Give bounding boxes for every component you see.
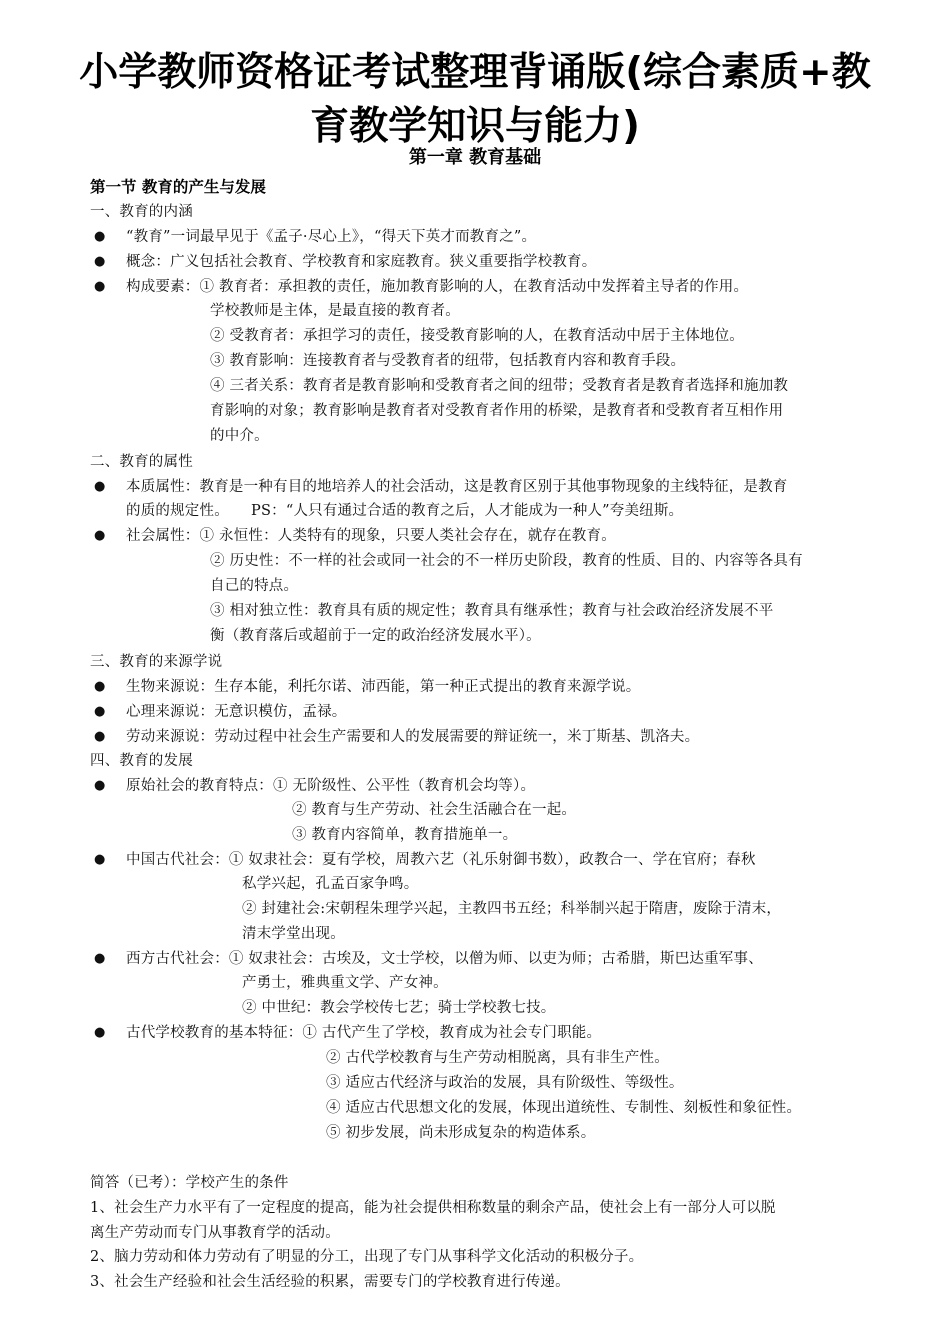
bullet-icon: ● <box>94 778 106 793</box>
list-item: 中国古代社会：① 奴隶社会：夏有学校，周教六艺（礼乐射御书数），政教合一、学在官府；春秋 <box>126 852 756 868</box>
text-line: 清末学堂出现。 <box>242 926 345 942</box>
bullet-icon: ● <box>94 229 106 244</box>
list-item: 原始社会的教育特点：① 无阶级性、公平性（教育机会均等）。 <box>126 778 536 794</box>
bullet-icon: ● <box>94 279 106 294</box>
subsection-heading: 简答（已考）：学校产生的条件 <box>90 1175 289 1191</box>
list-item: 古代学校教育的基本特征：① 古代产生了学校，教育成为社会专门职能。 <box>126 1025 602 1041</box>
list-item: 社会属性：① 永恒性：人类特有的现象，只要人类社会存在，就存在教育。 <box>126 528 616 544</box>
bullet-icon: ● <box>94 528 106 543</box>
bullet-icon: ● <box>94 254 106 269</box>
paragraph-line: 1、社会生产力水平有了一定程度的提高，能为社会提供相称数量的剩余产品，使社会上有一部分人可以脱 <box>90 1200 776 1216</box>
list-item: 本质属性：教育是一种有目的地培养人的社会活动，这是教育区别于其他事物现象的主线特征，是教育 <box>126 479 788 495</box>
paragraph-line: 3、社会生产经验和社会生活经验的积累，需要专门的学校教育进行传递。 <box>90 1274 570 1290</box>
document-title-line-2: 育教学知识与能力) <box>310 104 640 149</box>
text-line: ② 封建社会:宋朝程朱理学兴起，主教四书五经；科举制兴起于隋唐，废除于清末， <box>242 901 782 917</box>
text-line: 离生产劳动而专门从事教育学的活动。 <box>90 1225 340 1241</box>
list-item: 概念：广义包括社会教育、学校教育和家庭教育。狭义重要指学校教育。 <box>126 254 597 270</box>
text-line: ② 受教育者：承担学习的责任，接受教育影响的人，在教育活动中居于主体地位。 <box>210 328 745 344</box>
list-item: 生物来源说：生存本能，利托尔诺、沛西能，第一种正式提出的教育来源学说。 <box>126 679 641 695</box>
text-line: 的质的规定性。 PS：“人只有通过合适的教育之后，人才能成为一种人”夸美纽斯。 <box>126 503 684 519</box>
subsection-heading: 一、教育的内涵 <box>90 204 193 220</box>
list-item: “教育”一词最早见于《孟子·尽心上》，“得天下英才而教育之”。 <box>126 229 537 245</box>
paragraph-line: 2、脑力劳动和体力劳动有了明显的分工，出现了专门从事科学文化活动的积极分子。 <box>90 1249 644 1265</box>
subsection-heading: 二、教育的属性 <box>90 454 193 470</box>
bullet-icon: ● <box>94 852 106 867</box>
text-line: ④ 适应古代思想文化的发展，体现出道统性、专制性、刻板性和象征性。 <box>326 1100 802 1116</box>
bullet-icon: ● <box>94 479 106 494</box>
bullet-icon: ● <box>94 951 106 966</box>
text-line: 育影响的对象；教育影响是教育者对受教育者作用的桥梁，是教育者和受教育者互相作用 <box>210 403 784 419</box>
chapter-heading: 第一章 教育基础 <box>408 147 542 168</box>
subsection-heading: 四、教育的发展 <box>90 753 193 769</box>
bullet-icon: ● <box>94 704 106 719</box>
text-line: ② 历史性：不一样的社会或同一社会的不一样历史阶段，教育的性质、目的、内容等各具有 <box>210 553 803 569</box>
list-item: 构成要素：① 教育者：承担教的责任，施加教育影响的人，在教育活动中发挥着主导者的作用。 <box>126 279 749 295</box>
text-line: 自己的特点。 <box>210 578 299 594</box>
text-line: ⑤ 初步发展，尚未形成复杂的构造体系。 <box>326 1125 596 1141</box>
bullet-icon: ● <box>94 679 106 694</box>
text-line: 产勇士，雅典重文学、产女神。 <box>242 975 448 991</box>
bullet-icon: ● <box>94 729 106 744</box>
text-line: 学校教师是主体，是最直接的教育者。 <box>210 303 460 319</box>
text-line: ② 教育与生产劳动、社会生活融合在一起。 <box>292 802 577 818</box>
text-line: ③ 相对独立性：教育具有质的规定性；教育具有继承性；教育与社会政治经济发展不平 <box>210 603 774 619</box>
text-line: ② 中世纪：教会学校传七艺；骑士学校教七技。 <box>242 1000 556 1016</box>
list-item: 劳动来源说：劳动过程中社会生产需要和人的发展需要的辩证统一，米丁斯基、凯洛夫。 <box>126 729 700 745</box>
text-line: ④ 三者关系：教育者是教育影响和受教育者之间的纽带；受教育者是教育者选择和施加教 <box>210 378 789 394</box>
section-heading: 第一节 教育的产生与发展 <box>90 178 266 196</box>
bullet-icon: ● <box>94 1025 106 1040</box>
list-item: 西方古代社会：① 奴隶社会：古埃及，文士学校，以僧为师、以吏为师；古希腊，斯巴达重军事、 <box>126 951 763 967</box>
text-line: 衡（教育落后或超前于一定的政治经济发展水平）。 <box>210 628 541 644</box>
text-line: ② 古代学校教育与生产劳动相脱离，具有非生产性。 <box>326 1050 669 1066</box>
document-title-line-1: 小学教师资格证考试整理背诵版(综合素质+教 <box>79 50 871 95</box>
list-item: 心理来源说：无意识模仿，孟禄。 <box>126 704 347 720</box>
text-line: 的中介。 <box>210 428 269 444</box>
text-line: ③ 教育内容简单，教育措施单一。 <box>292 827 518 843</box>
subsection-heading: 三、教育的来源学说 <box>90 654 223 670</box>
text-line: ③ 教育影响：连接教育者与受教育者的纽带，包括教育内容和教育手段。 <box>210 353 686 369</box>
text-line: 私学兴起，孔孟百家争鸣。 <box>242 876 419 892</box>
text-line: ③ 适应古代经济与政治的发展，具有阶级性、等级性。 <box>326 1075 684 1091</box>
